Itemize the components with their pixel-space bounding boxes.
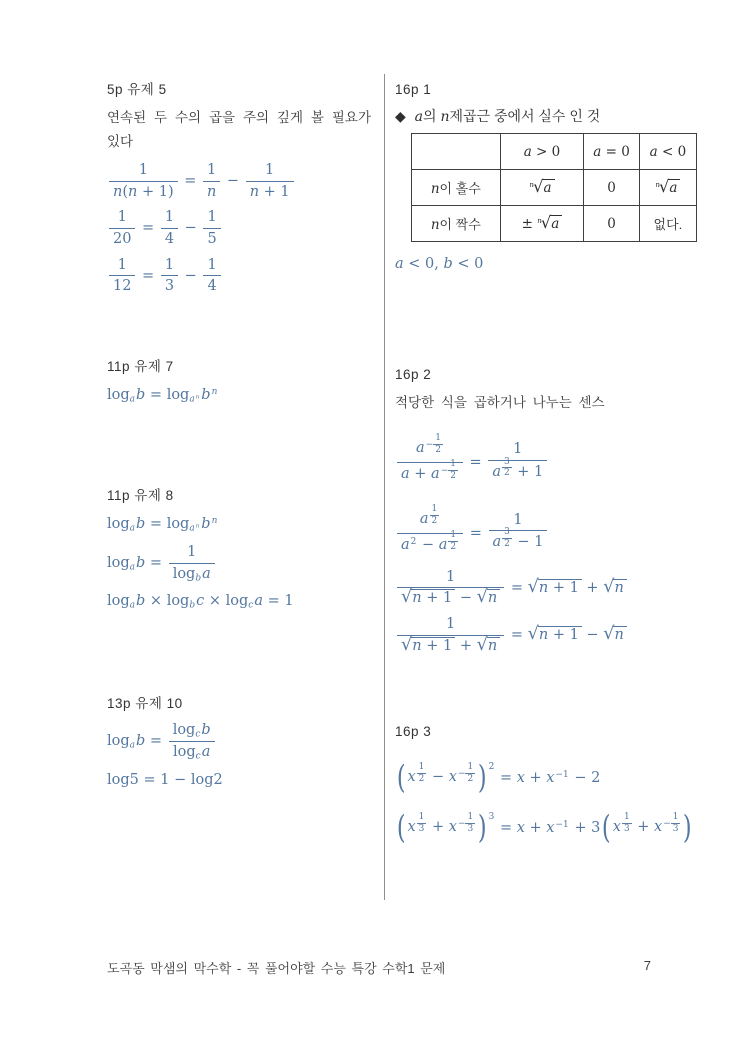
cell-odd-a-zero: 0 — [584, 170, 640, 206]
nth-root-table — [411, 133, 697, 242]
formula-log-power-rule: logab = logan bn — [107, 515, 218, 534]
row-label-n-odd: n이 홀수 — [412, 170, 501, 206]
table-row-n-odd — [412, 170, 697, 206]
page-footer — [107, 958, 651, 977]
section-16p-problem-2 — [395, 367, 697, 654]
section-13p-example-10 — [107, 696, 371, 790]
section-note-text: 연속된 두 수의 곱을 주의 깊게 볼 필요가 있다 — [107, 109, 371, 149]
column-divider — [384, 74, 385, 900]
footer-title: 도곡동 막샘의 막수학 - 꼭 풀어야할 수능 특강 수학1 문제 — [107, 961, 446, 976]
cell-odd-a-positive: n√a — [500, 170, 584, 206]
section-heading: 16p 1 — [395, 82, 432, 97]
cell-even-a-positive: ± n√a — [500, 206, 584, 242]
formula-rationalize-half: a $\frac{1}{2}$ a2 − a $\frac{1}{2}$ = 1 a $\frac{3}{2}$ − 1 — [395, 498, 697, 557]
table-cell-empty — [412, 134, 501, 170]
table-header-a-zero: a = 0 — [584, 134, 640, 170]
formula-telescoping-example-20: $\frac{1}{20}$ = $\frac{1}{4}$ − $\frac{1}{5}$ — [107, 209, 371, 247]
formula-telescoping-example-12: $\frac{1}{12}$ = $\frac{1}{3}$ − $\frac{1}{4}$ — [107, 257, 371, 295]
section-heading: 5p 유제 5 — [107, 82, 167, 97]
formula-log5-identity: log5 = 1 − log2 — [107, 771, 223, 788]
formula-rationalize-neg-half: a− $\frac{1}{2}$ a + a− $\frac{1}{2}$ = 1 a $\frac{3}{2}$ + 1 — [395, 427, 697, 486]
table-header-row — [412, 134, 697, 170]
section-heading: 16p 3 — [395, 724, 432, 740]
section-heading: 11p 유제 7 — [107, 359, 174, 375]
formula-square-identity: ( x $\frac{1}{2}$ − x− $\frac{1}{2}$ ) 2 = x + x−1 − 2 — [396, 758, 601, 797]
formula-log-reciprocal: logab = $\frac{1}{\text{logba}}$ — [107, 544, 371, 582]
row-label-n-even: n이 짝수 — [412, 206, 501, 242]
left-column — [107, 82, 371, 800]
section-11p-example-7 — [107, 359, 371, 406]
nth-root-bullet-line: ◆ a의 n제곱근 중에서 실수 인 것 — [395, 107, 601, 125]
cell-even-a-zero: 0 — [584, 206, 640, 242]
footer-page-number: 7 — [643, 958, 651, 973]
right-column — [395, 82, 697, 853]
formula-log-cycle-product: logab × logbc × logca = 1 — [107, 593, 294, 611]
formula-log-power-rule: logab = logan bn — [107, 387, 218, 405]
section-16p-problem-1 — [395, 82, 697, 275]
section-5p-example-5 — [107, 82, 371, 295]
formula-cube-identity: ( x $\frac{1}{3}$ + x− $\frac{1}{3}$ ) 3 = x + x−1 + 3 ( x $\frac{1}{3}$ + x− $\frac{1}{3}$ ) — [396, 808, 693, 847]
cell-odd-a-negative: n√a — [639, 170, 696, 206]
note-a-b-negative: a < 0, b < 0 — [395, 256, 484, 273]
formula-telescoping-general: $\frac{1}{n(n + 1)}$ = $\frac{1}{n}$ − $\frac{1}{n + 1}$ — [107, 162, 371, 200]
table-header-a-positive: a > 0 — [500, 134, 584, 170]
formula-conjugate-minus: $\frac{1}{√n + 1 - √n}$ = √n + 1 + √n — [395, 569, 697, 607]
section-heading: 16p 2 — [395, 367, 432, 383]
section-heading: 11p 유제 8 — [107, 488, 174, 504]
section-note-text: 적당한 식을 곱하거나 나누는 센스 — [395, 395, 605, 411]
table-row-n-even — [412, 206, 697, 242]
section-16p-problem-3 — [395, 724, 697, 847]
formula-change-of-base: logab = $\frac{\text{logcb}}{\text{logca}}$ — [107, 722, 371, 760]
section-11p-example-8 — [107, 488, 371, 612]
cell-even-a-negative: 없다. — [639, 206, 696, 242]
formula-conjugate-plus: $\frac{1}{√n + 1 + √n}$ = √n + 1 − √n — [395, 616, 697, 654]
section-heading: 13p 유제 10 — [107, 696, 183, 712]
table-header-a-negative: a < 0 — [639, 134, 696, 170]
